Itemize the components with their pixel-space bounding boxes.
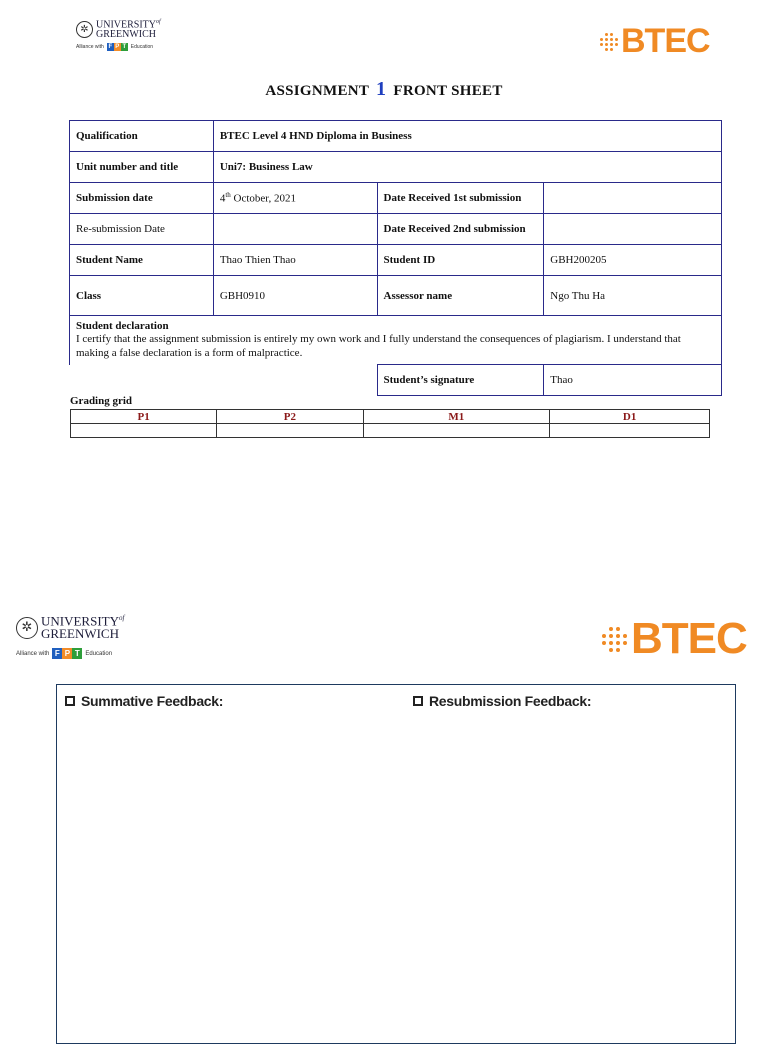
resubmission-feedback-section[interactable] <box>413 693 591 709</box>
alliance-prefix: Alliance with <box>76 44 104 51</box>
grade-header-d1: D1 <box>550 410 710 424</box>
student-id-value: GBH200205 <box>544 245 722 276</box>
declaration-title: Student declaration <box>76 320 169 332</box>
resubmission-date-label: Re-submission Date <box>70 214 214 245</box>
class-value: GBH0910 <box>213 276 377 316</box>
class-label: Class <box>70 276 214 316</box>
submission-date-label: Submission date <box>70 183 214 214</box>
table-row <box>70 121 722 152</box>
summative-checkbox-icon[interactable] <box>65 696 75 706</box>
date-received-1-label: Date Received 1st submission <box>377 183 544 214</box>
student-id-label: Student ID <box>377 245 544 276</box>
grade-header-p1: P1 <box>71 410 217 424</box>
date-received-1-value <box>544 183 722 214</box>
qualification-value: BTEC Level 4 HND Diploma in Business <box>213 121 721 152</box>
crest-icon: ✲ <box>76 21 93 38</box>
feedback-box <box>56 684 736 1044</box>
grading-header-row <box>71 410 710 424</box>
grading-grid <box>70 409 710 438</box>
btec-logo <box>600 22 710 61</box>
table-row <box>70 365 722 396</box>
btec-wordmark: BTEC <box>621 22 710 60</box>
summative-feedback-label: Summative Feedback: <box>81 693 224 709</box>
front-sheet-table <box>69 120 722 396</box>
table-row <box>70 316 722 365</box>
declaration-text: I certify that the assignment submission is entirely my own work and I fully understand the consequences of plagiarism. I understand that making a false declaration is a form of malpractice. <box>76 333 681 359</box>
resubmission-feedback-label: Resubmission Feedback: <box>429 693 592 709</box>
crest-icon: ✲ <box>16 617 38 639</box>
university-of-greenwich-logo <box>76 20 161 51</box>
title-suffix: FRONT SHEET <box>393 83 503 99</box>
grade-value-m1 <box>363 424 550 438</box>
title-prefix: ASSIGNMENT <box>265 83 369 99</box>
grade-value-d1 <box>550 424 710 438</box>
date-received-2-label: Date Received 2nd submission <box>377 214 544 245</box>
table-row <box>70 214 722 245</box>
grade-header-p2: P2 <box>217 410 363 424</box>
signature-label: Student’s signature <box>377 365 544 396</box>
alliance-suffix: Education <box>130 44 154 51</box>
page-title <box>0 78 768 101</box>
resubmission-checkbox-icon[interactable] <box>413 696 423 706</box>
university-name-line1: UNIVERSITY <box>96 19 156 31</box>
grade-header-m1: M1 <box>363 410 550 424</box>
assignment-number: 1 <box>375 78 387 100</box>
table-row <box>70 152 722 183</box>
university-of-text: of <box>156 19 161 25</box>
fpt-logo: F P T <box>108 44 127 51</box>
grade-value-p1 <box>71 424 217 438</box>
assessor-label: Assessor name <box>377 276 544 316</box>
fpt-logo: F P T <box>52 648 82 659</box>
university-of-greenwich-logo: ✲ $UNIVERSITY^{of}$ GREENWICH Alliance with F P T Education <box>16 613 125 659</box>
btec-dots-icon <box>602 627 627 652</box>
table-row <box>70 245 722 276</box>
summative-feedback-section[interactable] <box>65 693 223 709</box>
signature-value: Thao <box>544 365 722 396</box>
assessor-value: Ngo Thu Ha <box>544 276 722 316</box>
student-name-label: Student Name <box>70 245 214 276</box>
submission-date-value: 4th October, 2021 <box>213 183 377 214</box>
unit-value: Uni7: Business Law <box>213 152 721 183</box>
grade-value-p2 <box>217 424 363 438</box>
qualification-label: Qualification <box>70 121 214 152</box>
university-name-line2: GREENWICH <box>96 28 156 40</box>
resubmission-date-value <box>213 214 377 245</box>
grading-grid-label: Grading grid <box>70 395 133 407</box>
btec-logo: BTEC <box>602 614 747 664</box>
student-name-value: Thao Thien Thao <box>213 245 377 276</box>
unit-label: Unit number and title <box>70 152 214 183</box>
grading-value-row <box>71 424 710 438</box>
student-declaration <box>70 316 722 365</box>
date-received-2-value <box>544 214 722 245</box>
btec-dots-icon <box>600 33 618 51</box>
table-row <box>70 276 722 316</box>
table-row <box>70 183 722 214</box>
